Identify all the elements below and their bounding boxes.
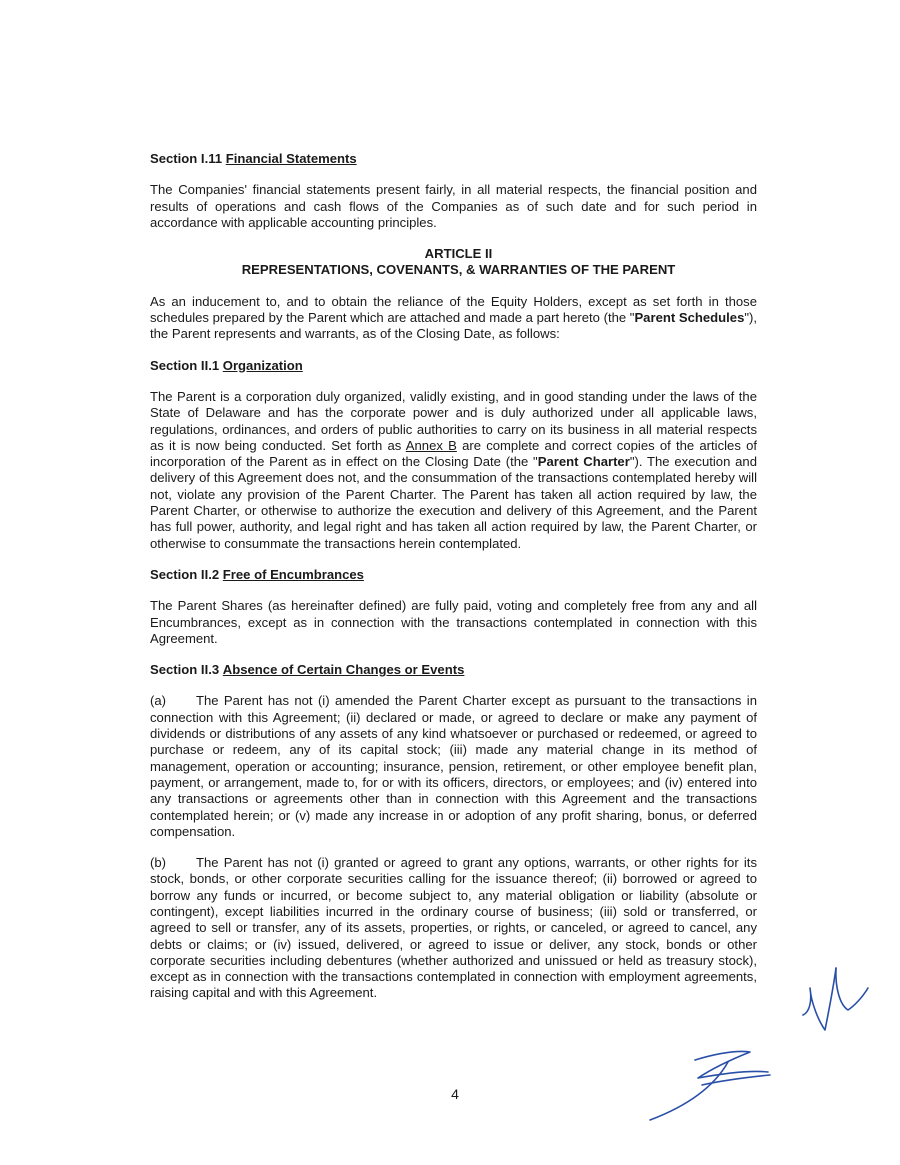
subparagraph-a xyxy=(150,693,757,840)
subparagraph-text: The Parent has not (i) amended the Parent Charter except as pursuant to the transactions in connection with this Agreement; (ii) declared or made, or agreed to declare or make any payment of dividends or distributions of any assets of any kind whatsoever or purchased or redeemed, or agreed to purchase or redeem, any of its capital stock; (iii) made any material change in its method of management, operation or accounting; insurance, pension, retirement, or other employee benefit plan, payment, or arrangement, made to, for or with its officers, directors, or employees; and (iv) entered into any transactions or agreements other than in connection with this Agreement and the transactions contemplated herein; or (v) made any increase in or adoption of any profit sharing, bonus, or deferred compensation. xyxy=(150,693,757,839)
initials-stroke-2 xyxy=(836,968,868,1010)
paragraph-organization xyxy=(150,389,757,552)
paragraph-intro xyxy=(150,294,757,343)
article-title: REPRESENTATIONS, COVENANTS, & WARRANTIES OF THE PARENT xyxy=(241,262,676,278)
section-heading-ii1 xyxy=(150,358,757,374)
subparagraph-text: The Parent has not (i) granted or agreed to grant any options, warrants, or other rights for its stock, bonds, or other corporate securities calling for the issuance thereof; (ii) borrowed or agreed to borrow any funds or incurred, or become subject to, any material obligation or liability (absolute or contingent), except liabilities incurred in the ordinary course of business; (iii) sold or transferred, or agreed to sell or transfer, any of its assets, properties, or rights, or canceled, or agreed to cancel, any debts or claims; or (iv) issued, delivered, or agreed to issue or deliver, any stock, bonds or other corporate securities including debentures (whether authorized and unissued or held as treasury stock), except as in connection with the transactions contemplated in connection with employment agreements, raising capital and with this Agreement. xyxy=(150,855,757,1001)
section-title: Absence of Certain Changes or Events xyxy=(222,662,465,678)
section-label: Section II.1 xyxy=(150,357,220,373)
handwritten-signature-mark xyxy=(640,960,880,1130)
initials-stroke xyxy=(803,968,836,1030)
section-title: Financial Statements xyxy=(225,151,357,166)
intro-text-1: As an inducement to, and to obtain the reliance of the Equity Holders, except as set forth in those schedules prepared by the Parent which are attached and made a part hereto (the " xyxy=(150,293,757,326)
section-heading-ii3 xyxy=(150,662,757,678)
section-label: Section II.2 xyxy=(150,566,220,582)
section-label: Section I.11 xyxy=(150,151,223,166)
paragraph-financial-statements: The Companies' financial statements present fairly, in all material respects, the financial position and results of operations and cash flows of the Companies as of such date and for such period in accordance with applicable accounting principles. xyxy=(150,182,757,230)
organization-text-3: "). The execution and delivery of this Agreement does not, and the consummation of the transactions contemplated hereby will not, violate any provision of the Parent Charter. The Parent has taken all action required by law, the Parent Charter, or otherwise to authorize the execution and delivery of this Agreement, and the Parent has full power, authority, and legal right and has taken all action required by law, the Parent Charter, or otherwise to consummate the transactions herein contemplated. xyxy=(150,454,757,551)
intro-text-2: "), the Parent represents and warrants, as of the Closing Date, as follows: xyxy=(150,310,758,342)
section-title: Organization xyxy=(222,357,303,373)
defined-term-parent-charter: Parent Charter xyxy=(537,454,630,470)
document-body xyxy=(150,150,757,1002)
signature-stroke-1 xyxy=(695,1051,768,1078)
organization-text-1: The Parent is a corporation duly organized, validly existing, and in good standing under the laws of the State of Delaware and has the corporate power and is duly authorized under all applicable laws, regulations, ordinances, and orders of public authorities to carry on its business in all material respects as it is now being conducted. Set forth as xyxy=(150,388,757,453)
article-number: ARTICLE II xyxy=(424,246,493,262)
page-number: 4 xyxy=(451,1086,459,1102)
section-heading-ii2 xyxy=(150,567,757,583)
subparagraph-label: (a) xyxy=(150,693,167,709)
section-label: Section II.3 xyxy=(150,662,220,678)
annex-b-reference: Annex B xyxy=(405,437,457,453)
section-title: Free of Encumbrances xyxy=(222,566,364,582)
article-heading xyxy=(100,246,817,279)
defined-term-parent-schedules: Parent Schedules xyxy=(634,310,745,326)
subparagraph-label: (b) xyxy=(150,855,167,871)
section-heading-i11 xyxy=(150,151,757,167)
organization-text-2: are complete and correct copies of the articles of incorporation of the Parent as in effect on the Closing Date (the " xyxy=(150,437,758,470)
paragraph-free-of-encumbrances: The Parent Shares (as hereinafter defined) are fully paid, voting and completely free from any and all Encumbrances, except as in connection with the transactions contemplated in connection with this Agreement. xyxy=(150,598,757,646)
signature-stroke-3 xyxy=(650,1062,728,1120)
